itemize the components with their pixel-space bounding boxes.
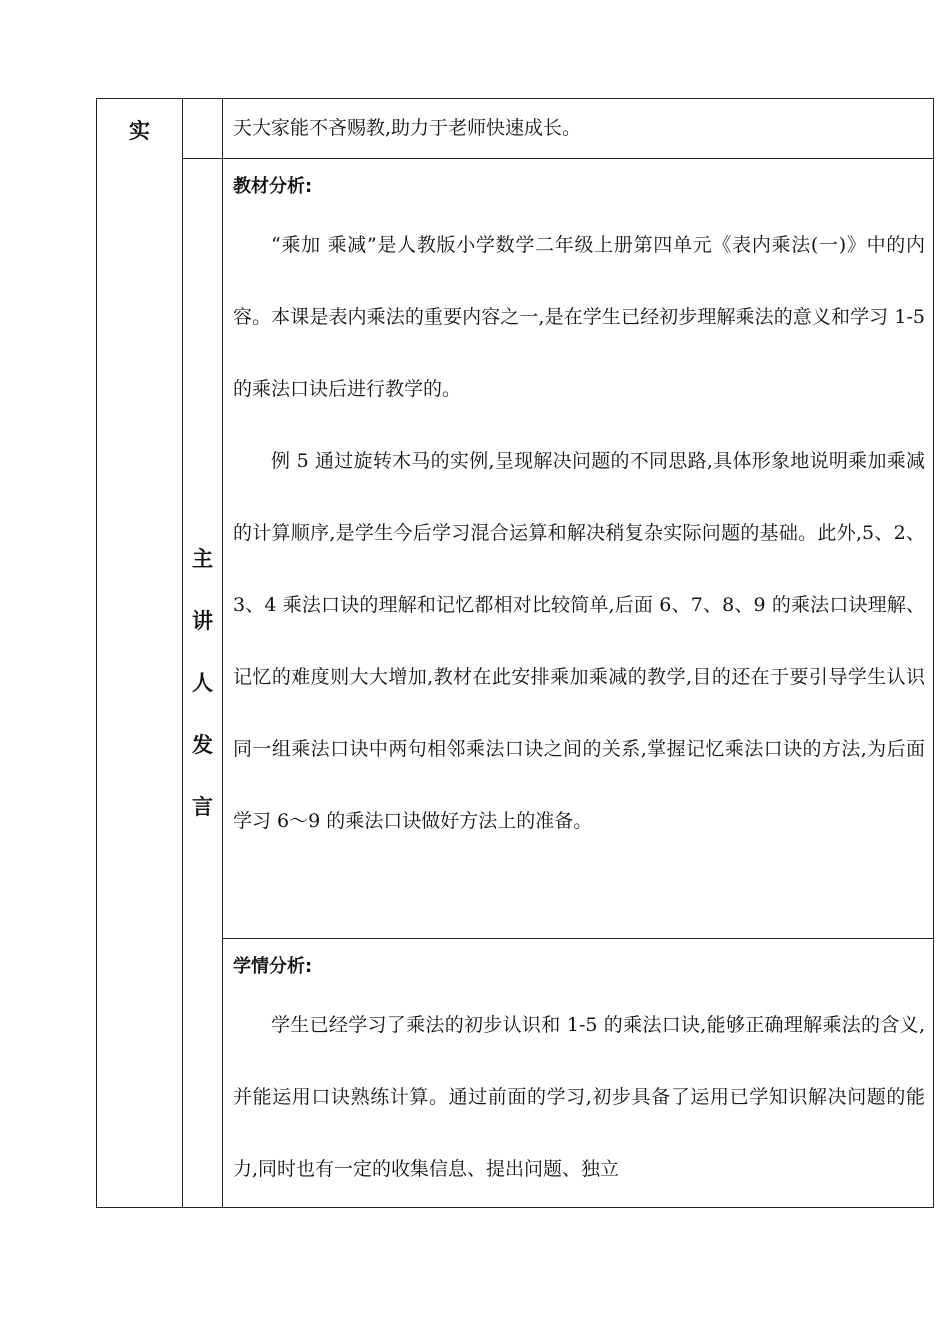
empty-side-cell (183, 99, 223, 159)
section-heading: 学情分析: (233, 956, 313, 977)
speaker-label-char: 发 (192, 733, 213, 757)
paragraph: 例 5 通过旋转木马的实例,呈现解决问题的不同思路,具体形象地说明乘加乘减的计算顺序,是学生今后学习混合运算和解决稍复杂实际问题的基础。此外,5、2、3、4 乘法口诀的理解和记忆都相对比较简单,后面 6、7、8、9 的乘法口诀理解、记忆的难度则大大增加,教材在此安排乘加乘减的教学,目的还在于要引导学生认识同一组乘法口诀中两句相邻乘法口诀之间的关系,掌握记忆乘法口诀的方法,为后面学习 6～9 的乘法口诀做好方法上的准备。 (233, 450, 925, 832)
side-label-cell (97, 99, 183, 1208)
student-analysis-row (97, 939, 934, 1208)
textbook-analysis-row (97, 159, 934, 939)
paragraph: 学生已经学习了乘法的初步认识和 1-5 的乘法口诀,能够正确理解乘法的含义,并能运用口诀熟练计算。通过前面的学习,初步具备了运用已学知识解决问题的能力,同时也有一定的收集信息、提出问题、独立 (233, 1014, 925, 1180)
speaker-label-cell (183, 159, 223, 1208)
student-analysis-cell (223, 939, 934, 1208)
document-table (96, 98, 934, 1208)
textbook-analysis-cell (223, 159, 934, 939)
paragraph: “乘加 乘减”是人教版小学数学二年级上册第四单元《表内乘法(一)》中的内容。本课是表内乘法的重要内容之一,是在学生已经初步理解乘法的意义和学习 1-5 的乘法口诀后进行教学的。 (233, 234, 925, 400)
speaker-label-char: 人 (192, 671, 213, 695)
speaker-label-char: 言 (192, 795, 213, 819)
side-label-top: 实 (129, 119, 150, 143)
intro-text: 天大家能不吝赐教,助力于老师快速成长。 (233, 117, 582, 139)
intro-row (97, 99, 934, 159)
section-heading: 教材分析: (233, 176, 313, 197)
intro-cell (223, 99, 934, 159)
speaker-label-char: 讲 (192, 609, 213, 633)
speaker-label-char: 主 (192, 547, 213, 571)
